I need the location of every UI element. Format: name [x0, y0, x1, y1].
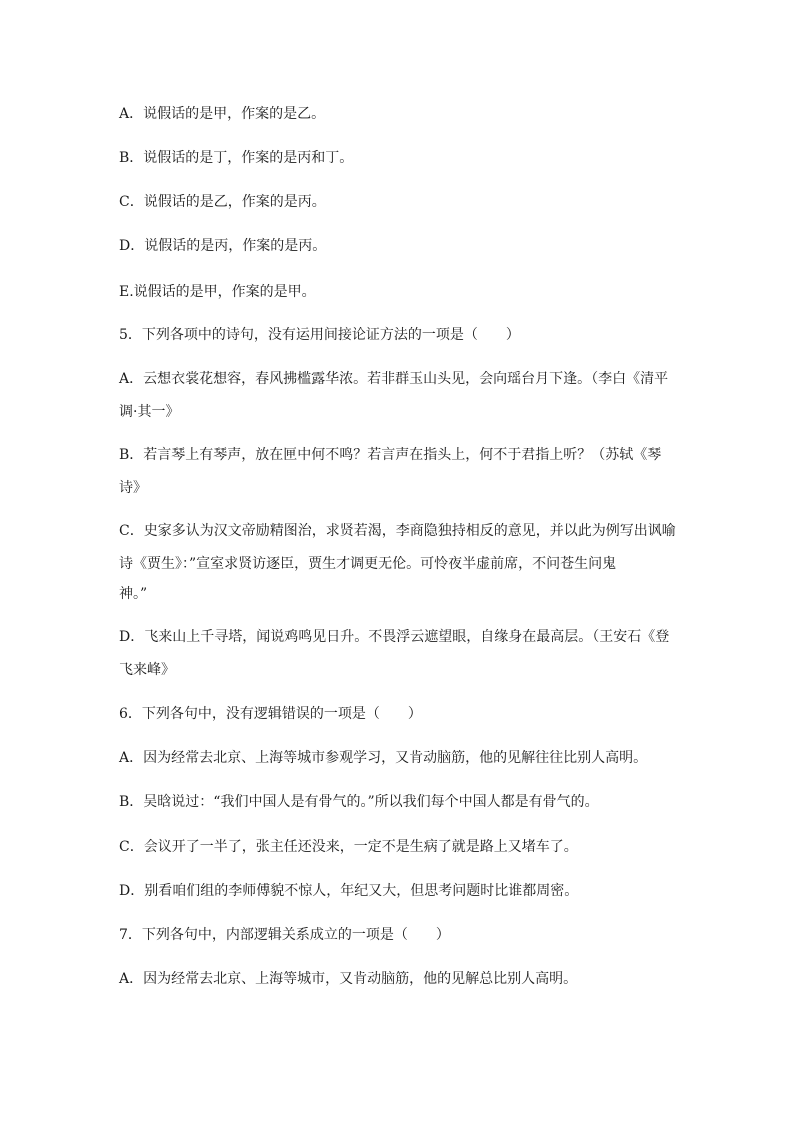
- q4-option-c: C．说假话的是乙，作案的是丙。: [119, 194, 326, 210]
- q6-option-d: D．别看咱们组的李师傅貌不惊人，年纪又大，但思考问题时比谁都周密。: [119, 883, 579, 899]
- q5-option-c-line1: C．史家多认为汉文帝励精图治，求贤若渴，李商隐独持相反的意见，并以此为例写出讽喻: [119, 523, 676, 539]
- q4-option-d: D．说假话的是丙，作案的是丙。: [119, 238, 327, 254]
- q5-stem: 5．下列各项中的诗句，没有运用间接论证方法的一项是（ ）: [119, 327, 520, 343]
- q4-option-a: A．说假话的是甲，作案的是乙。: [119, 106, 326, 122]
- q5-option-d-line1: D．飞来山上千寻塔，闻说鸡鸣见日升。不畏浮云遮望眼，自缘身在最高层。（王安石《登: [119, 629, 670, 645]
- q5-option-c-line2: 诗《贾生》：”宣室求贤访逐臣，贾生才调更无伦。可怜夜半虚前席，不问苍生问鬼: [119, 556, 617, 572]
- q7-stem: 7．下列各句中，内部逻辑关系成立的一项是（ ）: [119, 927, 450, 943]
- q6-stem: 6．下列各句中，没有逻辑错误的一项是（ ）: [119, 706, 422, 722]
- q5-option-c-line3: 神。”: [119, 586, 148, 602]
- q4-option-e: E.说假话的是甲，作案的是甲。: [119, 284, 316, 300]
- q6-option-c: C．会议开了一半了，张主任还没来，一定不是生病了就是路上又堵车了。: [119, 839, 578, 855]
- q5-option-b-line2: 诗》: [119, 480, 147, 496]
- q5-option-d-line2: 飞来峰》: [119, 662, 175, 678]
- q5-option-a-line2: 调·其一》: [119, 404, 180, 420]
- q5-option-b-line1: B．若言琴上有琴声，放在匣中何不鸣？若言声在指头上，何不于君指上听？（苏轼《琴: [119, 447, 662, 463]
- q7-option-a: A．因为经常去北京、上海等城市，又肯动脑筋，他的见解总比别人高明。: [119, 971, 578, 987]
- q5-option-a-line1: A．云想衣裳花想容，春风拂槛露华浓。若非群玉山头见，会向瑶台月下逢。（李白《清平: [119, 371, 669, 387]
- q6-option-a: A．因为经常去北京、上海等城市参观学习，又肯动脑筋，他的见解往往比别人高明。: [119, 750, 648, 766]
- q4-option-b: B．说假话的是丁，作案的是丙和丁。: [119, 150, 354, 166]
- q6-option-b: B．吴晗说过：“我们中国人是有骨气的。”所以我们每个中国人都是有骨气的。: [119, 794, 599, 810]
